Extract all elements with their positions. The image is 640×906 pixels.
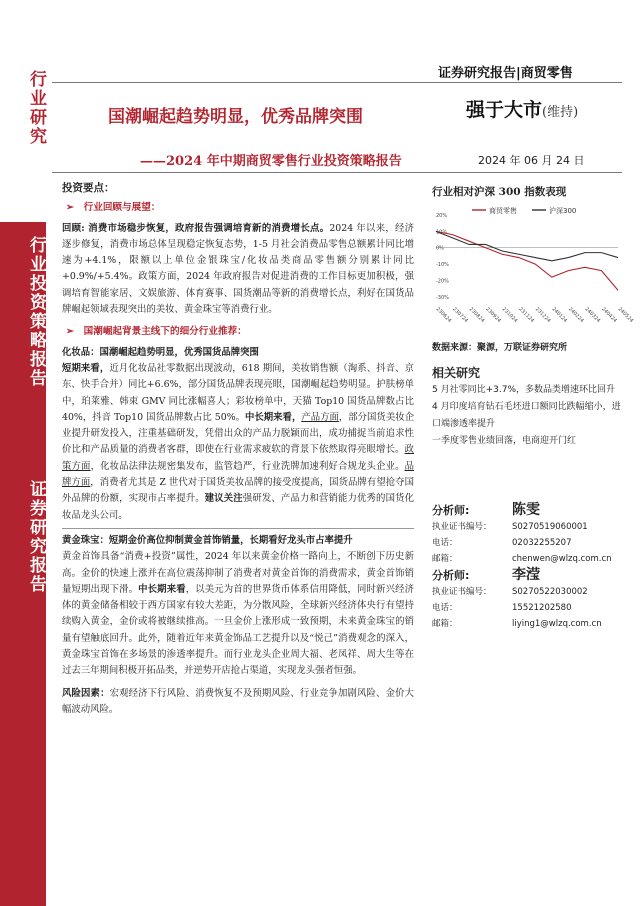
tel-value: 02032255207 [512, 538, 572, 548]
tel-label: 电话： [432, 603, 458, 613]
related-item[interactable]: 4 月印度培育钻石毛坯进口额同比跌幅缩小，进口端渗透率提升 [432, 402, 621, 429]
analyst-block [432, 502, 622, 632]
relative-performance-chart [432, 205, 635, 333]
recommend-label: 建议关注 [204, 493, 243, 505]
tel-label: 电话： [432, 538, 458, 548]
mail-label: 邮箱： [432, 554, 458, 564]
para-gold [62, 549, 414, 679]
risk-text: 宏观经济下行风险、消费恢复不及预期风险、行业竞争加剧风险、金价大幅波动风险。 [62, 687, 414, 715]
series-line [436, 231, 618, 260]
mail-value[interactable]: liying1@wlzq.com.cn [512, 619, 602, 629]
cert-label: 执业证书编号： [432, 522, 492, 532]
analyst-1-mail [432, 551, 622, 567]
analyst-2-name-row [432, 567, 622, 584]
related-title: 相关研究 [432, 366, 481, 380]
related-item[interactable]: 一季度零售业绩回落，电商迎开门红 [432, 436, 577, 446]
rating-sub: (维持) [542, 105, 579, 120]
mail-value[interactable]: chenwen@wlzq.com.cn [512, 554, 612, 564]
gold-text: 黄金首饰具备“消费+投资”属性，2024 年以来黄金价格一路向上，不断创下历史新高。金价的快速上涨并在高位震荡抑制了消费者对黄金首饰的消费需求，黄金首饰销量短期出现下滑。 [62, 551, 414, 595]
product-label: 产品方面 [301, 411, 339, 423]
legend-label: 沪深300 [549, 207, 577, 215]
sidebar-label-industry-research: 行业研究 [26, 70, 46, 146]
bullet-recommend: ➢ 国潮崛起背景主线下的细分行业推荐： [66, 326, 247, 338]
gold-mid-text: ，以美元为首的世界货币体系信用降低，同时新兴经济体的黄金储备相较于西方国家有较大差距，为分散风险，全球新兴经济体央行有望持续购入黄金，金价或将被继续推高。一旦金价上涨形成一致预期，未来黄金珠宝的销量有望触底回升。此外，随着近年来黄金饰品工艺提升以及“悦己”消费观念的深入，黄金珠宝首饰在多场景的渗透率提升。而行业龙头企业周大福、老凤祥、周大生等在过去三年期间积极开拓品类，并逆势开店抢占渠道，实现龙头强者恒强。 [62, 583, 414, 677]
y-tick-label: -30% [436, 294, 449, 301]
x-tick-label: 230924 [484, 306, 502, 324]
title-divider [52, 172, 622, 173]
analyst-2-tel [432, 600, 622, 616]
legend-label: 商贸零售 [489, 207, 517, 215]
sidebar-red-band [0, 222, 46, 906]
sidebar [0, 0, 46, 906]
gold-heading: 黄金珠宝：短期金价高位抑制黄金首饰销量，长期看好龙头市占率提升 [62, 534, 353, 546]
x-tick-label: 231124 [517, 306, 536, 324]
analyst-label: 分析师: [432, 504, 470, 517]
para-risk [62, 686, 414, 719]
product-text: ，部分国货美妆企业提升研发投入，注重基础研发，凭借出众的产品力脱颖而出，成功捕捉当前追求性价比和产品质量的消费者客群，即使在行业需求疲软的背景下依然取得亮眼增长。 [62, 411, 414, 456]
rating-value: 强于大市 [466, 99, 543, 121]
y-tick-label: -10% [436, 262, 449, 269]
cert-value: S0270522030002 [512, 587, 588, 597]
x-tick-label: 240124 [550, 306, 569, 324]
analyst-name: 陈雯 [512, 502, 540, 518]
analyst-2-mail [432, 616, 622, 632]
report-tag: 证券研究报告|商贸零售 [438, 66, 573, 81]
para-review-body: 2024 年以来，经济逐步修复，消费市场总体呈现稳定恢复态势，1-5 月社会消费品零售总额累计同比增速为+4.1%，限额以上单位金银珠宝/化妆品类商品零售额分别累计同比+0.9%/+5.4%。政策方面，2024 年政府报告对促进消费的工作目标更加积极，强调培育智能家居、文娱旅游、体育赛事、国货潮品等新的消费增长点，利好在国货品牌崛起领域表现突出的美妆、黄金珠宝等消费行业。 [62, 222, 414, 316]
cert-value: S0270519060001 [512, 522, 588, 532]
analyst-1-cert [432, 519, 622, 535]
policy-text: ，化妆品法律法规密集发布，监管趋严，行业洗牌加速利好合规龙头企业。 [90, 460, 405, 472]
analyst-1-name-row [432, 502, 622, 519]
report-title: 国潮崛起趋势明显，优秀品牌突围 [108, 107, 363, 127]
sidebar-top [0, 0, 46, 222]
brand-text: ，消费者尤其是 Z 世代对于国货美妆品牌的接受度提高，国货品牌有望抢夺国外品牌的份额，实现市占率提升。 [62, 477, 414, 505]
tel-value: 15521202580 [512, 603, 572, 613]
recommend-text: 强研发、产品力和营销能力优秀的国货化妆品龙头公司。 [62, 493, 414, 521]
related-list [432, 382, 622, 450]
x-tick-label: 240324 [583, 306, 602, 324]
bullet-review: ➢ 行业回顾与展望： [66, 202, 161, 214]
right-column [432, 184, 635, 632]
para-cosmetics-head [62, 345, 414, 361]
sidebar-label-securities-report: 证券研究报告 [26, 480, 46, 594]
gold-mid-label: 中长期来看 [138, 583, 186, 595]
x-tick-label: 231024 [500, 306, 519, 324]
x-tick-label: 230824 [467, 306, 486, 324]
x-tick-label: 230724 [451, 306, 469, 324]
analyst-2-cert [432, 584, 622, 600]
para-review-head: 回顾: 消费市场稳步恢复，政府报告强调培育新的消费增长点。 [62, 222, 330, 234]
rating [466, 95, 578, 122]
short-term-text: 近月化妆品社零数据出现波动，618 期间，美妆销售额（淘系、抖音、京东、快手合并）同比+6.6%，部分国货品牌表现亮眼，国潮崛起趋势明显。护肤榜单中，珀莱雅、韩束 GMV 同比涨幅喜人；彩妆榜单中，天猫 Top10 国货品牌数占比 40%，抖音 Top10 国货品牌数占比 50%。 [62, 362, 414, 423]
short-term-label: 短期来看， [62, 362, 110, 374]
y-tick-label: 10% [436, 229, 448, 236]
y-tick-label: 0% [436, 245, 444, 252]
x-tick-label: 240424 [600, 306, 618, 324]
chart-title: 行业相对沪深 300 指数表现 [432, 186, 567, 198]
series-line [436, 231, 618, 290]
mid-term-label: 中长期来看， [245, 411, 302, 423]
related-item[interactable]: 5 月社零同比+3.7%，多数品类增速环比回升 [432, 385, 615, 395]
brand-label: 品牌方面 [62, 460, 414, 489]
analyst-1-tel [432, 535, 622, 551]
report-date: 2024 年 06 月 24 日 [478, 154, 585, 167]
para-cosmetics [62, 361, 414, 524]
x-tick-label: 240524 [616, 306, 635, 324]
header-divider [52, 82, 622, 83]
cosmetics-heading: 化妆品：国潮崛起趋势明显，优秀国货品牌突围 [62, 346, 259, 358]
para-review [62, 221, 414, 319]
chart-source: 数据来源：聚源，万联证券研究所 [432, 343, 568, 353]
x-tick-label: 240224 [566, 306, 585, 324]
mail-label: 邮箱： [432, 619, 458, 629]
y-tick-label: -20% [436, 278, 449, 285]
x-tick-label: 231224 [533, 306, 552, 324]
risk-label: 风险因素： [62, 687, 110, 699]
para-gold-head [62, 533, 414, 549]
analyst-name: 李滢 [512, 567, 540, 583]
analyst-label: 分析师: [432, 569, 470, 582]
cert-label: 执业证书编号： [432, 587, 492, 597]
report-subtitle: ——2024 年中期商贸零售行业投资策略报告 [140, 154, 402, 169]
policy-label: 政策方面 [62, 444, 414, 472]
x-tick-label: 230624 [434, 306, 453, 324]
section-title: 投资要点： [62, 182, 115, 194]
divider [62, 528, 414, 529]
y-tick-label: 20% [436, 213, 448, 219]
sidebar-label-strategy-report: 行业投资策略报告 [26, 236, 46, 388]
main-column [62, 180, 414, 718]
